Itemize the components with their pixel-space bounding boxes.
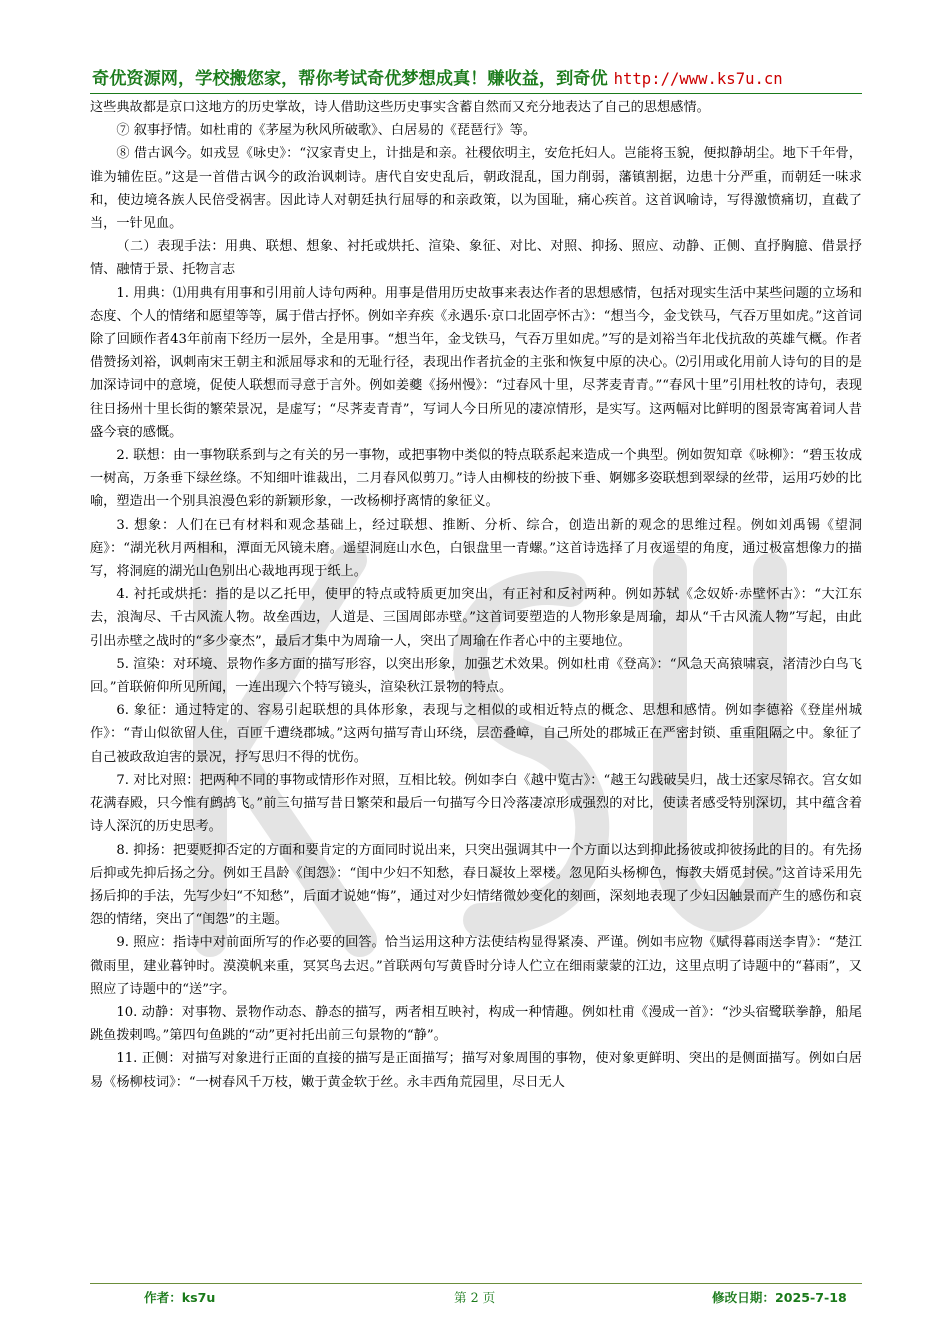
- body-paragraph: ⑧ 借古讽今。如戎昱《咏史》：“汉家青史上，计拙是和亲。社稷依明主，安危托妇人。岂能将玉貌，便拟静胡尘。地下千年骨，谁为辅佐臣。”这是一首借古讽今的政治讽刺诗。唐代自安史乱后，朝政混乱，国力削弱，藩镇割据，边患十分严重，而朝廷一味求和，使边境各族人民倍受祸害。因此诗人对朝廷执行屈辱的和亲政策，以为国耻，痛心疾首。这首讽喻诗，写得激愤痛切，直截了当，一针见血。: [90, 146, 862, 232]
- body-paragraph: 11. 正侧：对描写对象进行正面的直接的描写是正面描写；描写对象周围的事物，使对象更鲜明、突出的是侧面描写。例如白居易《杨柳枝词》：“一树春风千万枝，嫩于黄金软于丝。永丰西角荒园里，尽日无人: [90, 1051, 862, 1090]
- body-paragraph: 8. 抑扬：把要贬抑否定的方面和要肯定的方面同时说出来，只突出强调其中一个方面以达到抑此扬彼或抑彼扬此的目的。有先扬后抑或先抑后扬之分。例如王昌龄《闺怨》：“闺中少妇不知愁，春日凝妆上翠楼。忽见陌头杨柳色，悔教夫婿觅封侯。”这首诗采用先扬后抑的手法，先写少妇“不知愁”，后面才说她“悔”，通过对少妇情绪微妙变化的刻画，深刻地表现了少妇因触景而产生的感伤和哀怨的情绪，突出了“闺怨”的主题。: [90, 842, 862, 928]
- body-paragraph: 5. 渲染：对环境、景物作多方面的描写形容，以突出形象，加强艺术效果。例如杜甫《登高》：“风急天高猿啸哀，渚清沙白鸟飞回。”首联俯仰所见所闻，一连出现六个特写镜头，渲染秋江景物的特点。: [90, 656, 862, 696]
- body-paragraph: 3. 想象：人们在已有材料和观念基础上，经过联想、推断、分析、综合，创造出新的观念的思维过程。例如刘禹锡《望洞庭》：“湖光秋月两相和，潭面无风镜未磨。遥望洞庭山水色，白银盘里一青螺。”这首诗选择了月夜遥望的角度，通过极富想像力的描写，将洞庭的湖光山色别出心裁地再现于纸上。: [90, 517, 862, 580]
- watermark-text: ks7u: [150, 420, 152, 421]
- footer-page-number: 第 2 页: [454, 1290, 496, 1305]
- body-paragraph: ⑦ 叙事抒情。如杜甫的《茅屋为秋风所破歌》、白居易的《琵琶行》等。: [116, 123, 536, 139]
- body-paragraph: （二）表现手法：用典、联想、想象、衬托或烘托、渲染、象征、对比、对照、抑扬、照应、动静、正侧、直抒胸臆、借景抒情、融情于景、托物言志: [90, 239, 862, 278]
- body-paragraph: 4. 衬托或烘托：指的是以乙托甲，使甲的特点或特质更加突出，有正衬和反衬两种。例如苏轼《念奴娇·赤壁怀古》：“大江东去，浪淘尽、千古风流人物。故垒西边，人道是、三国周郎赤壁。”这首词要塑造的人物形象是周瑜，却从“千古风流人物”写起，由此引出赤壁之战时的“多少豪杰”，最后才集中为周瑜一人，突出了周瑜在作者心中的主要地位。: [90, 587, 862, 649]
- body-paragraph: 2. 联想：由一事物联系到与之有关的另一事物，或把事物中类似的特点联系起来造成一个典型。例如贺知章《咏柳》：“碧玉妆成一树高，万条垂下绿丝绦。不知细叶谁裁出，二月春风似剪刀。”诗人由柳枝的纷披下垂、婀娜多姿联想到翠绿的丝带，运用巧妙的比喻，塑造出一个别具浪漫色彩的新颖形象，一改杨柳抒离情的象征义。: [90, 448, 862, 510]
- body-paragraph: 这些典故都是京口这地方的历史掌故，诗人借助这些历史事实含蓄自然而又充分地表达了自己的思想感情。: [90, 100, 710, 115]
- body-paragraph: 10. 动静：对事物、景物作动态、静态的描写，两者相互映衬，构成一种情趣。例如杜甫《漫成一首》：“沙头宿鹭联拳静，船尾跳鱼拨剌鸣。”第四句鱼跳的“动”更衬托出前三句景物的“静”。: [90, 1004, 862, 1044]
- body-paragraph: 7. 对比对照：把两种不同的事物或情形作对照，互相比较。例如李白《越中览古》：“越王勾践破吴归，战士还家尽锦衣。宫女如花满春殿，只今惟有鹧鸪飞。”前三句描写昔日繁荣和最后一句描写今日冷落凄凉形成强烈的对比，使读者感受特别深切，其中蕴含着诗人深沉的历史思考。: [90, 772, 862, 835]
- body-paragraph: 1. 用典：⑴用典有用事和引用前人诗句两种。用事是借用历史故事来表达作者的思想感情，包括对现实生活中某些问题的立场和态度、个人的情绪和愿望等等，属于借古抒怀。例如辛弃疾《永遇乐·京口北固亭怀古》：“想当今，金戈铁马，气吞万里如虎。”这首词除了回顾作者43年前南下经历一层外，全是用事。“想当年，金戈铁马，气吞万里如虎。”写的是刘裕当年北伐抗敌的英雄气概。作者借赞扬刘裕，讽刺南宋王朝主和派屈辱求和的无耻行径，表现出作者抗金的主张和恢复中原的决心。⑵引用或化用前人诗句的目的是加深诗词中的意境，促使人联想而寻意于言外。例如姜夔《扬州慢》：“过春风十里，尽荠麦青青。”“春风十里”引用杜牧的诗句，表现往日扬州十里长街的繁荣景况，是虚写；“尽荠麦青青”，写词人今日所见的凄凉情形，是实写。这两幅对比鲜明的图景寄寓着词人昔盛今衰的感慨。: [90, 285, 862, 440]
- footer-modified-date: 修改日期：2025-7-18: [712, 1290, 847, 1305]
- document-body: [90, 96, 862, 1274]
- footer-author: 作者：ks7u: [144, 1290, 216, 1305]
- header-divider: [90, 93, 862, 94]
- body-paragraph: 6. 象征：通过特定的、容易引起联想的具体形象，表现与之相似的或相近特点的概念、思想和感情。例如李德裕《登崖州城作》：“青山似欲留人住，百匝千遭绕郡城。”这两句描写青山环绕，层峦叠嶂，自己所处的郡城正在严密封锁、重重阻隔之中。象征了自己被政敌迫害的景况，抒写思归不得的忧伤。: [90, 703, 862, 765]
- page-header: [92, 64, 862, 92]
- header-slogan: 奇优资源网，学校搬您家，帮你考试奇优梦想成真！赚收益，到奇优: [92, 69, 608, 89]
- page-footer: [90, 1283, 862, 1304]
- body-paragraph: 9. 照应：指诗中对前面所写的作必要的回答。恰当运用这种方法使结构显得紧凑、严谨。例如韦应物《赋得暮雨送李胄》：“楚江微雨里，建业暮钟时。漠漠帆来重，冥冥鸟去迟。”首联两句写黄昏时分诗人伫立在细雨蒙蒙的江边，这里点明了诗题中的“暮雨”，又照应了诗题中的“送”字。: [90, 935, 862, 997]
- header-url-link[interactable]: http://www.ks7u.cn: [613, 70, 783, 88]
